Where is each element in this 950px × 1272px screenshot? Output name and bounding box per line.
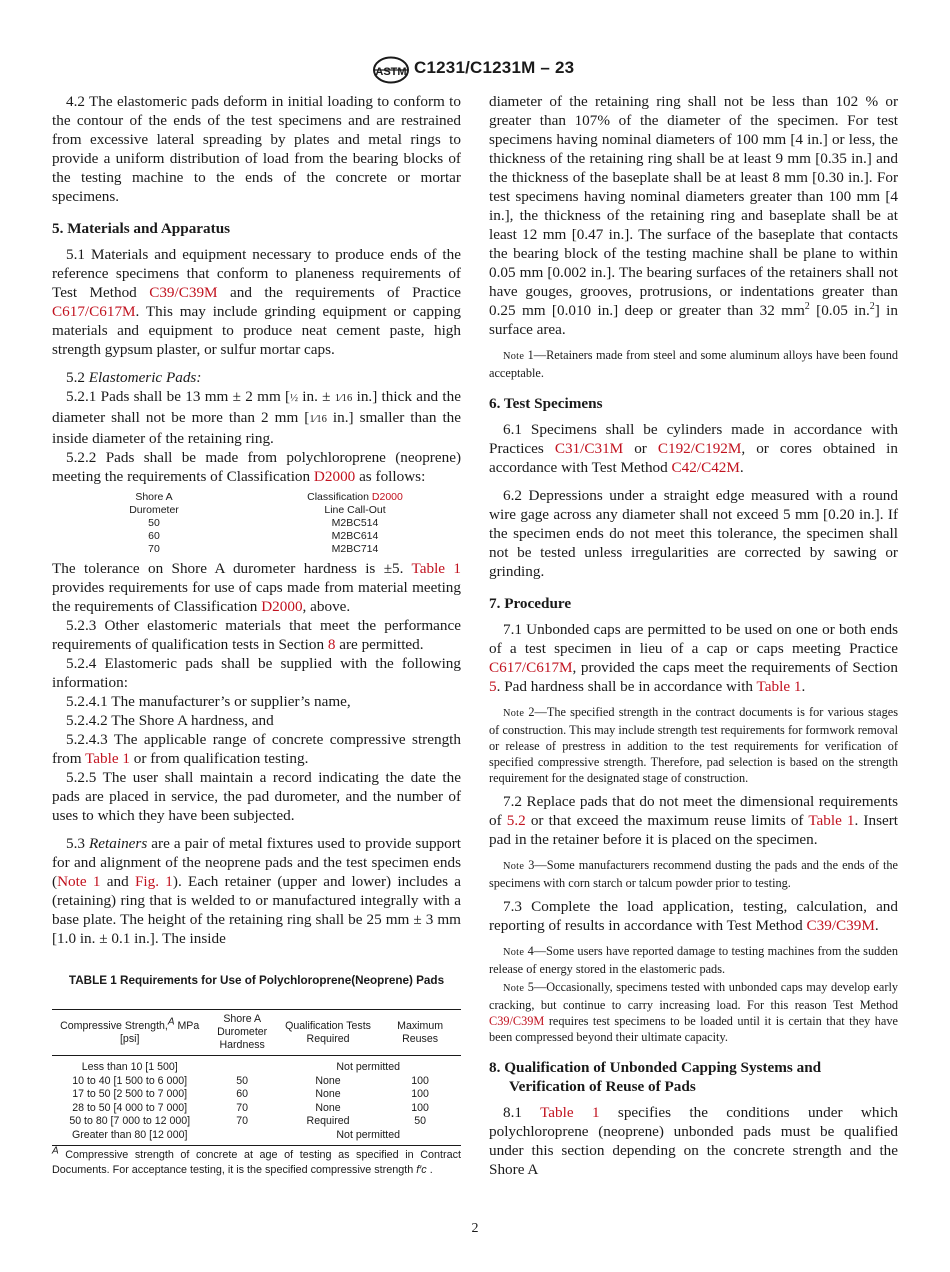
- link-c617-b[interactable]: C617/C617M: [489, 659, 573, 676]
- link-section-5[interactable]: 5: [489, 678, 497, 695]
- classification-column: Classification D2000 Line Call-Out M2BC514 M2BC614 M2BC714: [307, 491, 403, 555]
- para-5-2-4-3: 5.2.4.3 The applicable range of concrete compressive strength from Table 1 or from qualification testing.: [52, 731, 461, 767]
- link-c39-b[interactable]: C39/C39M: [806, 917, 875, 934]
- document-designation: C1231/C1231M – 23: [414, 58, 575, 77]
- para-5-2-4-1: 5.2.4.1 The manufacturer’s or supplier’s name,: [66, 693, 351, 710]
- astm-logo-icon: [372, 56, 410, 84]
- table-1: [52, 1009, 461, 1146]
- heading-section-7: 7. Procedure: [489, 595, 572, 612]
- link-5-2[interactable]: 5.2: [506, 812, 526, 829]
- note-2: Note 2—The specified strength in the contract documents is for various stages of construction. This may include strength test requirements for formwork removal or release of prestress in addition to the test requirements for verification of specified compressive strength. Therefore, pad selection is based on the strength requirement for the designated stage of construction.: [489, 705, 899, 785]
- para-5-2-4: 5.2.4 Elastomeric pads shall be supplied with the following information:: [52, 655, 461, 691]
- para-5-2: 5.2 Elastomeric Pads:: [66, 369, 202, 386]
- heading-section-8: 8. Qualification of Unbonded Capping Systems and Verification of Reuse of Pads: [489, 1059, 822, 1095]
- link-c31[interactable]: C31/C31M: [554, 440, 624, 457]
- col-header-reuses: Maximum Reuses: [397, 1019, 444, 1045]
- para-5-2-5: 5.2.5 The user shall maintain a record indicating the date the pads are placed in service, the pad durometer, and the number of uses to which they have been subjected.: [52, 769, 461, 824]
- svg-text:ASTM: ASTM: [375, 66, 407, 78]
- para-5-3: 5.3 Retainers are a pair of metal fixtures used to provide support for and alignment of the neoprene pads and the test specimen ends (Note 1 and Fig. 1). Each retainer (upper and lower) includes a (retaining) ring that is welded to or manufactured integrally with a base plate. The height of the retaining ring shall be 25 mm ± 3 mm [1.0 in. ± 0.1 in.]. The inside: [52, 835, 461, 947]
- link-c42[interactable]: C42/C42M: [671, 459, 740, 476]
- para-7-2: 7.2 Replace pads that do not meet the dimensional requirements of 5.2 or that exceed the maximum reuse limits of Table 1. Insert pad in the retainer before it is placed on the specimen.: [489, 793, 899, 848]
- link-c39-c[interactable]: C39/C39M: [489, 1014, 545, 1028]
- note-5: Note 5—Occasionally, specimens tested with unbonded caps may develop early cracking, but continue to carry increasing load. For this reason Test Method C39/C39M requires test specimens to be loaded until it is certain that they have been compressed beyond their ultimate capacity.: [489, 980, 899, 1044]
- para-5-2-2: 5.2.2 Pads shall be made from polychloroprene (neoprene) meeting the requirements of Classification D2000 as follows:: [52, 449, 461, 485]
- table-1-footnote: A Compressive strength of concrete at age of testing as specified in Contract Documents. For acceptance testing, it is the specified compressive strength f′c .: [52, 1145, 462, 1176]
- para-4-2: 4.2 The elastomeric pads deform in initial loading to conform to the contour of the ends of the test specimens and are restrained from excessive lateral spreading by plates and metal rings to provide a uniform distribution of load from the bearing blocks of the testing machine to the ends of the concrete or mortar specimens.: [52, 93, 461, 205]
- para-5-2-3: 5.2.3 Other elastomeric materials that meet the performance requirements of qualification tests in Section 8 are permitted.: [52, 617, 461, 653]
- heading-section-5: 5. Materials and Apparatus: [52, 220, 231, 237]
- para-5-2-4-2: 5.2.4.2 The Shore A hardness, and: [66, 712, 274, 729]
- para-8-1: 8.1 Table 1 specifies the conditions under which polychloroprene (neoprene) unbonded pads must be qualified under this section depending on the concrete strength and the Shore A: [489, 1104, 898, 1178]
- table-row: 28 to 50 [4 000 to 7 000] 70 None 100: [72, 1101, 429, 1114]
- link-d2000[interactable]: D2000: [313, 468, 356, 485]
- link-c617[interactable]: C617/C617M: [52, 303, 136, 320]
- left-column: [52, 92, 461, 948]
- table-row: Greater than 80 [12 000] Not permitted: [71, 1128, 400, 1141]
- page-header: [0, 56, 950, 86]
- link-section-8[interactable]: 8: [327, 636, 336, 653]
- table-row: Less than 10 [1 500] Not permitted: [81, 1061, 400, 1073]
- table-row: 17 to 50 [2 500 to 7 000] 60 None 100: [72, 1088, 429, 1101]
- link-fig-1[interactable]: Fig. 1: [134, 873, 173, 890]
- link-c39[interactable]: C39/C39M: [149, 284, 218, 301]
- link-table-1-b[interactable]: Table 1: [85, 750, 130, 767]
- note-4: Note 4—Some users have reported damage to testing machines from the sudden release of energy stored in the elastomeric pads.: [489, 944, 898, 976]
- col-header-hardness: Shore A Durometer Hardness: [217, 1013, 268, 1051]
- para-5-1: 5.1 Materials and equipment necessary to produce ends of the reference specimens that conform to planeness requirements of Test Method C39/C39M and the requirements of Practice C617/C617M. This may include grinding equipment or capping materials and equipment to produce neat cement paste, high strength gypsum plaster, or sulfur mortar caps.: [52, 246, 462, 358]
- para-5-3-continued: diameter of the retaining ring shall not be less than 102 % or greater than 107% of the diameter of the specimen. For test specimens having nominal diameters of 100 mm [4 in.] or less, the thickness of the retaining ring shall be at least 9 mm [0.35 in.] and the thickness of the baseplate shall be at least 8 mm [0.30 in.]. For test specimens having nominal diameters greater than 100 mm [4 in.], the thickness of the retaining ring and baseplate shall be at least 12 mm [0.47 in.]. The surface of the baseplate that contacts the bearing block of the testing machine shall be plane to within 0.05 mm [0.002 in.]. The bearing surfaces of the retainers shall not have gouges, grooves, protrusions, or indentations greater than 0.25 mm [0.010 in.] deep or greater than 32 $mm^2$ [0.05 in.$^2$] in surface area.: [489, 93, 898, 338]
- right-column: [489, 92, 898, 1179]
- para-tolerance: The tolerance on Shore A durometer hardness is ±5. Table 1 provides requirements for use of caps made from material meeting the requirements of Classification D2000, above.: [52, 560, 461, 615]
- table-row: 10 to 40 [1 500 to 6 000] 50 None 100: [72, 1074, 429, 1087]
- para-6-1: 6.1 Specimens shall be cylinders made in accordance with Practices C31/C31M or C192/C192M, or cores obtained in accordance with Test Method C42/C42M.: [489, 421, 898, 476]
- para-5-2-1: 5.2.1 Pads shall be 13 mm ± 2 mm [½ in. ± 1⁄16 in.] thick and the diameter shall not be more than 2 mm [1⁄16 in.] smaller than the inside diameter of the retaining ring.: [52, 388, 462, 447]
- para-7-3: 7.3 Complete the load application, testing, calculation, and reporting of results in accordance with Test Method C39/C39M.: [489, 898, 898, 934]
- link-table-1-c[interactable]: Table 1: [756, 678, 802, 695]
- link-d2000-b[interactable]: D2000: [261, 598, 303, 615]
- link-table-1-e[interactable]: Table 1: [540, 1104, 600, 1121]
- link-note-1[interactable]: Note 1: [57, 873, 101, 890]
- table-1-title: TABLE 1 Requirements for Use of Polychloroprene(Neoprene) Pads: [68, 974, 445, 987]
- note-1: Note 1—Retainers made from steel and some aluminum alloys have been found acceptable.: [489, 348, 898, 380]
- para-6-2: 6.2 Depressions under a straight edge measured with a round wire gage across any diameter shall not exceed 5 mm [0.20 in.]. If the specimen ends do not meet this tolerance, the specimen shall not be tested unless irregularities are corrected by sawing or grinding.: [489, 487, 898, 580]
- page-number: 2: [471, 1221, 479, 1236]
- para-7-1: 7.1 Unbonded caps are permitted to be used on one or both ends of a test specimen in lieu of a cap or caps meeting Practice C617/C617M, provided the caps meet the requirements of Section 5. Pad hardness shall be in accordance with Table 1.: [489, 621, 898, 695]
- link-d2000-list[interactable]: D2000: [371, 491, 403, 503]
- durometer-column: Shore A Durometer 50 60 70: [129, 491, 179, 555]
- table-header-row: [52, 1010, 461, 1056]
- heading-section-6: 6. Test Specimens: [489, 395, 603, 412]
- link-table-1-d[interactable]: Table 1: [808, 812, 855, 829]
- col-header-strength: Compressive Strength,A MPa [psi]: [60, 1015, 200, 1045]
- note-3: Note 3—Some manufacturers recommend dusting the pads and the ends of the specimens with corn starch or talcum powder prior to testing.: [489, 858, 898, 890]
- link-table-1[interactable]: Table 1: [411, 560, 461, 577]
- link-c192[interactable]: C192/C192M: [657, 440, 742, 457]
- durometer-list: [52, 491, 461, 557]
- table-row: 50 to 80 [7 000 to 12 000] 70 Required 50: [69, 1115, 426, 1128]
- col-header-tests: Qualification Tests Required: [285, 1019, 371, 1045]
